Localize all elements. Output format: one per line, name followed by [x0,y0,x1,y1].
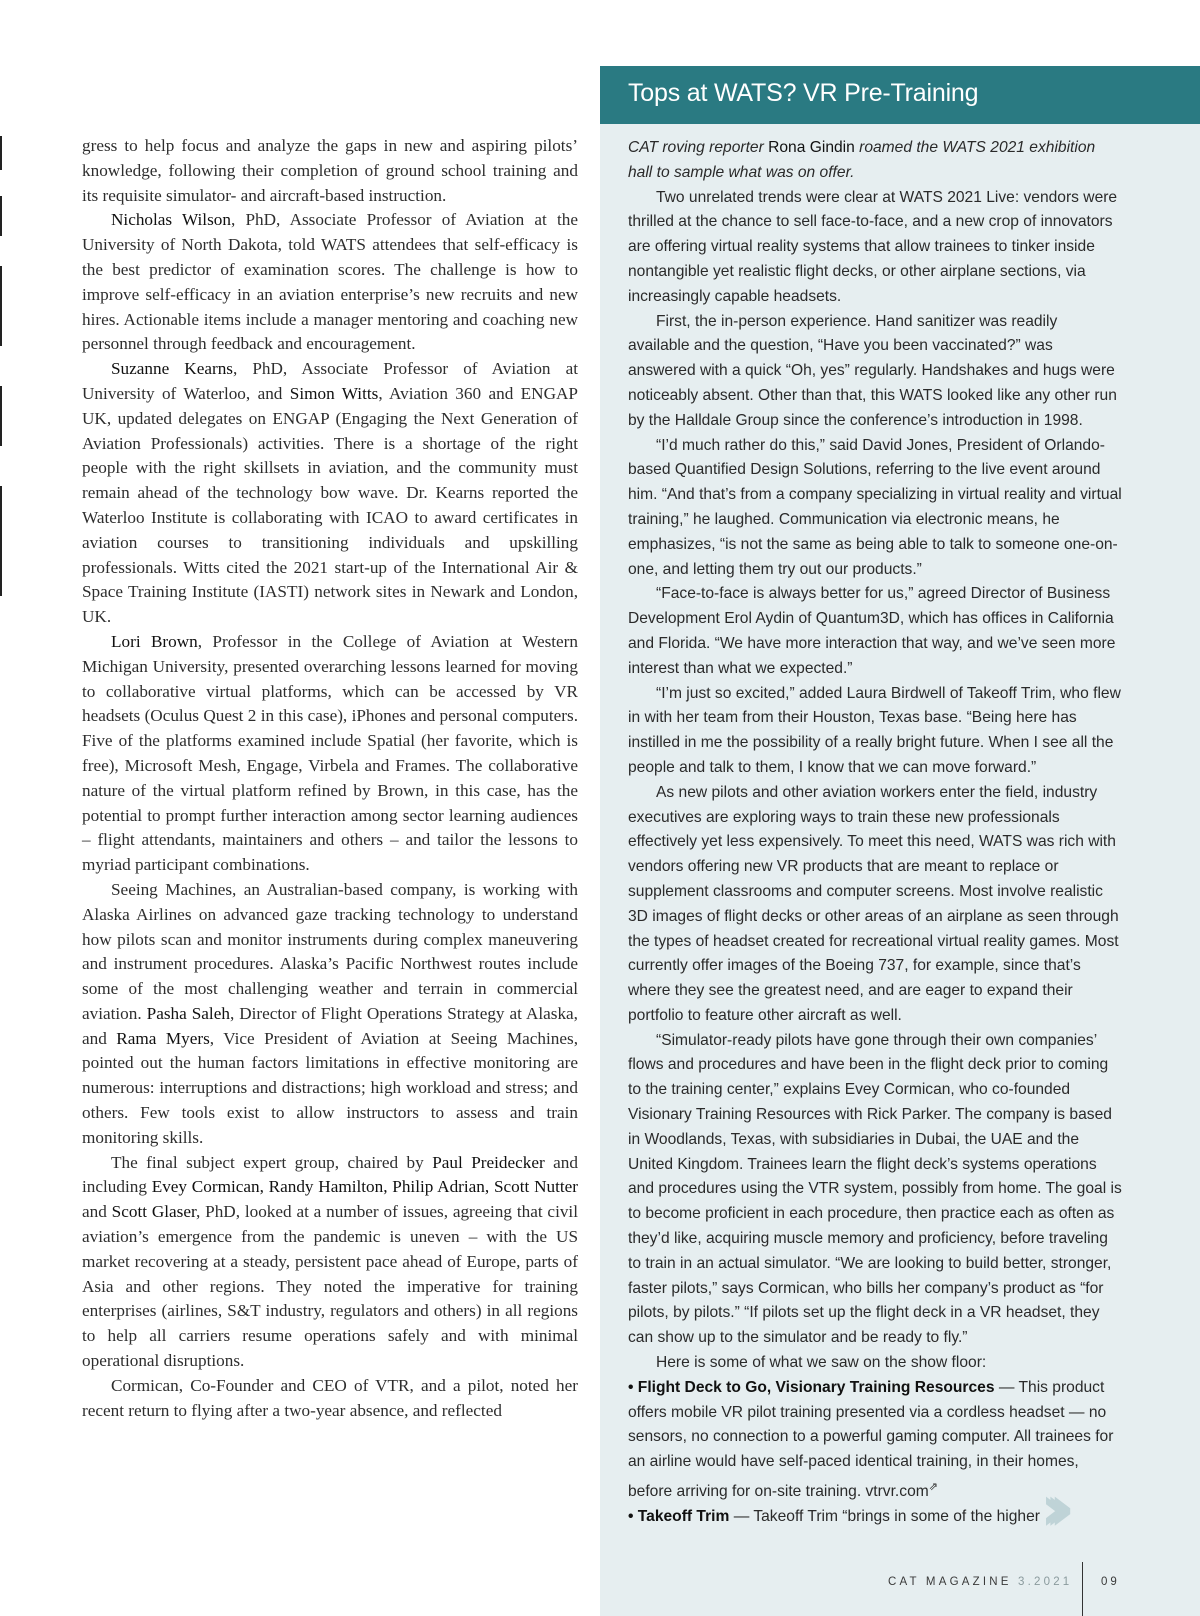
paragraph-text: , PhD, Associate Professor of Aviation at the University of North Dakota, told WATS attendees that self-efficacy is the best predictor of examination scores. The challenge is how to improve self-efficacy in an aviation enterprise’s new recruits and new hires. Actionable items include a manager mentoring and coaching new personnel through feedback and encouragement. [82,210,578,354]
paragraph-text: and including [82,1152,578,1197]
person-name: Rama Myers [116,1028,210,1048]
continue-arrow-icon: ››› [1040,1472,1054,1546]
person-name: Evey Cormican, Randy Hamilton, Philip Adrian, Scott Nutter [151,1177,578,1197]
paragraph [82,1151,578,1374]
person-name: Lori Brown [111,631,198,651]
paragraph-text: , Aviation 360 and ENGAP UK, updated delegates on ENGAP (Engaging the Next Generation of Aviation Professionals) activities. There is a shortage of the right people with the right skillsets in aviation, and the community must remain ahead of the technology bow wave. Dr. Kearns reported the Waterloo Institute is collaborating with ICAO to award certificates in aviation courses to transitioning individuals and upskilling professionals. Witts cited the 2021 start-up of the International Air & Space Training Institute (IASTI) network sites in Newark and London, UK. [82,383,578,627]
paragraph-text: , PhD, Associate Professor of Aviation at University of Waterloo, and [82,359,578,403]
page-footer [888,1576,1072,1588]
person-name: Pasha Saleh [146,1003,230,1023]
sidebar-paragraph: “I’d much rather do this,” said David Jones, President of Orlando-based Quantified Design Solutions, referring to the live event around him. “And that’s from a company specializing in virtual reality and virtual training,” he laughed. Communication via electronic means, he emphasizes, “is not the same as being able to talk to someone one-on-one, and letting them try out our products.” [628,436,1122,578]
paragraph [82,630,578,878]
sidebar-paragraph: Two unrelated trends were clear at WATS 2021 Live: vendors were thrilled at the chance to sell face-to-face, and a new crop of innovators are offering virtual reality systems that allow trainees to tinker inside nontangible yet realistic flight decks, or other airplane sections, via increasingly capable headsets. [628,188,1118,305]
paragraph-text: , PhD, looked at a number of issues, agreeing that civil aviation’s emergence from the pandemic is uneven – with the US market recovering at a steady, persistent pace ahead of Europe, parts of Asia and other regions. They noted the imperative for training enterprises (airlines, S&T industry, regulators and others) in all regions to help all carriers resume operations safely and with minimal operational disruptions. [82,1202,578,1371]
page-edge-marks [0,136,2,596]
magazine-name: CAT MAGAZINE [888,1576,1012,1588]
person-name: Nicholas Wilson [111,210,231,230]
person-name: Simon Witts [289,383,379,403]
paragraph [82,208,578,357]
sidebar-box [600,66,1200,1616]
person-name: Scott Glaser [111,1202,196,1222]
bullet-text[interactable]: — This product offers mobile VR pilot training presented via a cordless headset — no sensors, no connection to a powerful gaming computer. All trainees for an airline would have self-paced identical training, in their homes, before arriving for on-site training. vtrvr.com [628,1378,1114,1501]
intro-text: CAT roving reporter [628,139,769,156]
bullet-heading: • Flight Deck to Go, Visionary Training Resources [628,1378,995,1396]
bullet-heading: • Takeoff Trim [628,1508,730,1526]
issue-number: 3.2021 [1018,1576,1073,1588]
paragraph-text: , Professor in the College of Aviation at Western Michigan University, presented overarching lessons learned for moving to collaborative virtual platforms, which can be accessed by VR headsets (Oculus Quest 2 in this case), iPhones and personal computers. Five of the platforms examined include Spatial (her favorite, which is free), Microsoft Mesh, Engage, Virbela and Frames. The collaborative nature of the virtual platform refined by Brown, in this case, has the potential to prompt further interaction among sector learning audiences – flight attendants, maintainers and others – and tailor the lessons to myriad participant combinations. [82,631,578,875]
sidebar-body [628,136,1123,1530]
main-article-column [82,134,578,1423]
paragraph [82,878,578,1151]
reporter-name: Rona Gindin [768,139,855,156]
paragraph [82,357,578,630]
sidebar-paragraph: “Simulator-ready pilots have gone through their own companies’ flows and procedures and have been in the flight deck prior to coming to the training center,” explains Evey Cormican, who co-founded Visionary Training Resources with Rick Parker. The company is based in Woodlands, Texas, with subsidiaries in Dubai, the UAE and the United Kingdom. Trainees learn the flight deck’s systems operations and procedures using the VTR system, possibly from home. The goal is to become proficient in each procedure, then practice each as often as they’d like, acquiring muscle memory and proficiency, before traveling to train in an actual simulator. “We are looking to build better, stronger, faster pilots,” says Cormican, who bills her company’s product as “for pilots, by pilots.” “If pilots set up the flight deck in a VR headset, they can show up to the simulator and be ready to fly.” [628,1031,1122,1347]
sidebar-title: Tops at WATS? VR Pre-Training [628,79,979,107]
sidebar-paragraph: As new pilots and other aviation workers enter the field, industry executives are exploring ways to train these new professionals effectively yet less expensively. To meet this need, WATS was rich with vendors offering new VR products that are meant to replace or supplement classrooms and computer screens. Most involve realistic 3D images of flight decks or other areas of an airplane as seen through the types of headset created for recreational virtual reality games. Most currently offer images of the Boeing 737, for example, since that’s where they see the greatest need, and are eager to expand their portfolio to feature other aircraft as well. [628,783,1119,1024]
paragraph-text: and [82,1202,112,1222]
paragraph-text: , Director of Flight Operations Strategy at Alaska, and [82,1003,578,1048]
sidebar-header [600,66,1200,124]
paragraph-text: The final subject expert group, chaired by [111,1152,433,1172]
sidebar-paragraph: First, the in-person experience. Hand sanitizer was readily available and the question, “Have you been vaccinated?” was answered with a quick “Oh, yes” regularly. Handshakes and hugs were noticeably absent. Other than that, this WATS looked like any other run by the Halldale Group since the conference’s introduction in 1998. [628,312,1117,429]
person-name: Suzanne Kearns [111,359,233,379]
page-number: 09 [1101,1576,1120,1588]
paragraph-text: , Vice President of Aviation at Seeing Machines, pointed out the human factors limitations in effective monitoring are numerous: interruptions and distractions; high workload and stress; and others. Few tools exist to allow instructors to assess and train monitoring skills. [82,1028,578,1147]
sidebar-paragraph: “Face-to-face is always better for us,” agreed Director of Business Development Erol Aydin of Quantum3D, which has offices in California and Florida. “We have more interaction that way, and we’ve seen more interest than what we expected.” [628,585,1116,677]
sidebar-paragraph: Here is some of what we saw on the show floor: [656,1354,987,1372]
footer-divider [1082,1562,1083,1616]
paragraph: Cormican, Co-Founder and CEO of VTR, and a pilot, noted her recent return to flying after a two-year absence, and reflected [82,1375,578,1420]
external-link-icon[interactable]: ⇗ [928,1481,938,1494]
paragraph-text: Seeing Machines, an Australian-based company, is working with Alaska Airlines on advanced gaze tracking technology to understand how pilots scan and monitor instruments during complex maneuvering and instrument procedures. Alaska’s Pacific Northwest routes include some of the most challenging weather and terrain in commercial aviation. [82,879,578,1023]
person-name: Paul Preidecker [432,1152,545,1172]
sidebar-paragraph: “I’m just so excited,” added Laura Birdwell of Takeoff Trim, who flew in with her team from their Houston, Texas base. “Being here has instilled in me the possibility of a really bright future. When I see all the people and talk to them, I know that we can move forward.” [628,684,1121,776]
sidebar-intro [628,136,1123,186]
bullet-text: — Takeoff Trim “brings in some of the higher [729,1508,1040,1526]
paragraph: gress to help focus and analyze the gaps in new and aspiring pilots’ knowledge, following their completion of ground school training and its requisite simulator- and aircraft-based instruction. [82,136,578,205]
intro-text: roamed the WATS 2021 exhibition hall to sample what was on offer. [628,139,1096,181]
